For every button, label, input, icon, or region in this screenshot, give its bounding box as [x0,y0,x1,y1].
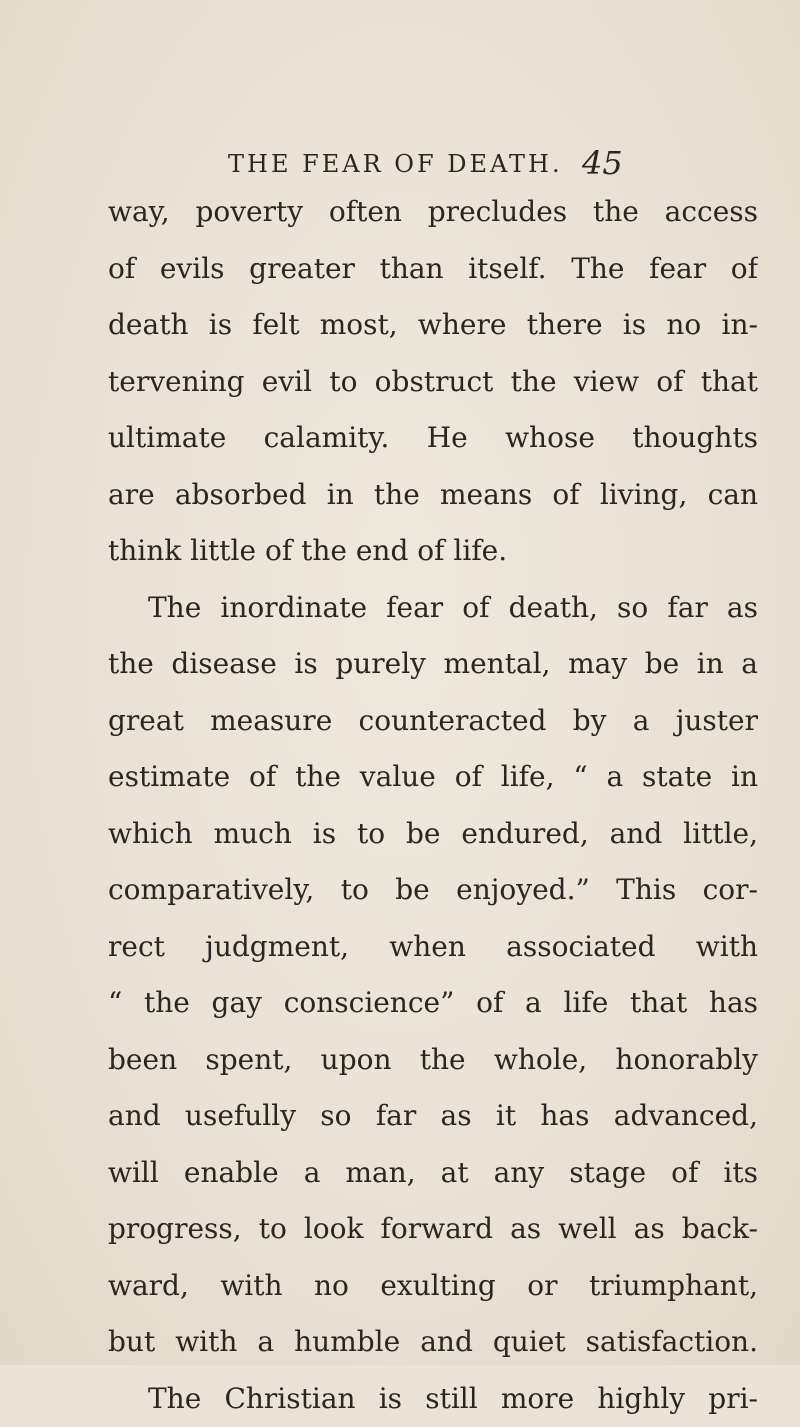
text-line: estimate of the value of life, “ a state in [108,749,758,806]
text-line: “ the gay conscience” of a life that has [108,975,758,1032]
running-head: THE FEAR OF DEATH. [228,150,548,178]
text-line: of evils greater than itself. The fear of [108,241,758,298]
text-line: ultimate calamity. He whose thoughts [108,410,758,467]
text-line: will enable a man, at any stage of its [108,1145,758,1202]
text-line: progress, to look forward as well as back- [108,1201,758,1258]
text-line: way, poverty often precludes the access [108,184,758,241]
text-line: are absorbed in the means of living, can [108,467,758,524]
text-line: the disease is purely mental, may be in a [108,636,758,693]
text-line: great measure counteracted by a juster [108,693,758,750]
text-line: ward, with no exulting or triumphant, [108,1258,758,1315]
text-line: The Christian is still more highly pri- [108,1371,758,1427]
text-line: been spent, upon the whole, honorably [108,1032,758,1089]
text-line: but with a humble and quiet satisfaction. [108,1314,758,1371]
page-number: 45 [582,144,623,182]
text-line: tervening evil to obstruct the view of that [108,354,758,411]
text-line: The inordinate fear of death, so far as [108,580,758,637]
text-line: death is felt most, where there is no in- [108,297,758,354]
body-text [108,184,758,1427]
text-line: comparatively, to be enjoyed.” This cor- [108,862,758,919]
text-line: and usefully so far as it has advanced, [108,1088,758,1145]
text-line: which much is to be endured, and little, [108,806,758,863]
text-line: think little of the end of life. [108,523,758,580]
text-line: rect judgment, when associated with [108,919,758,976]
